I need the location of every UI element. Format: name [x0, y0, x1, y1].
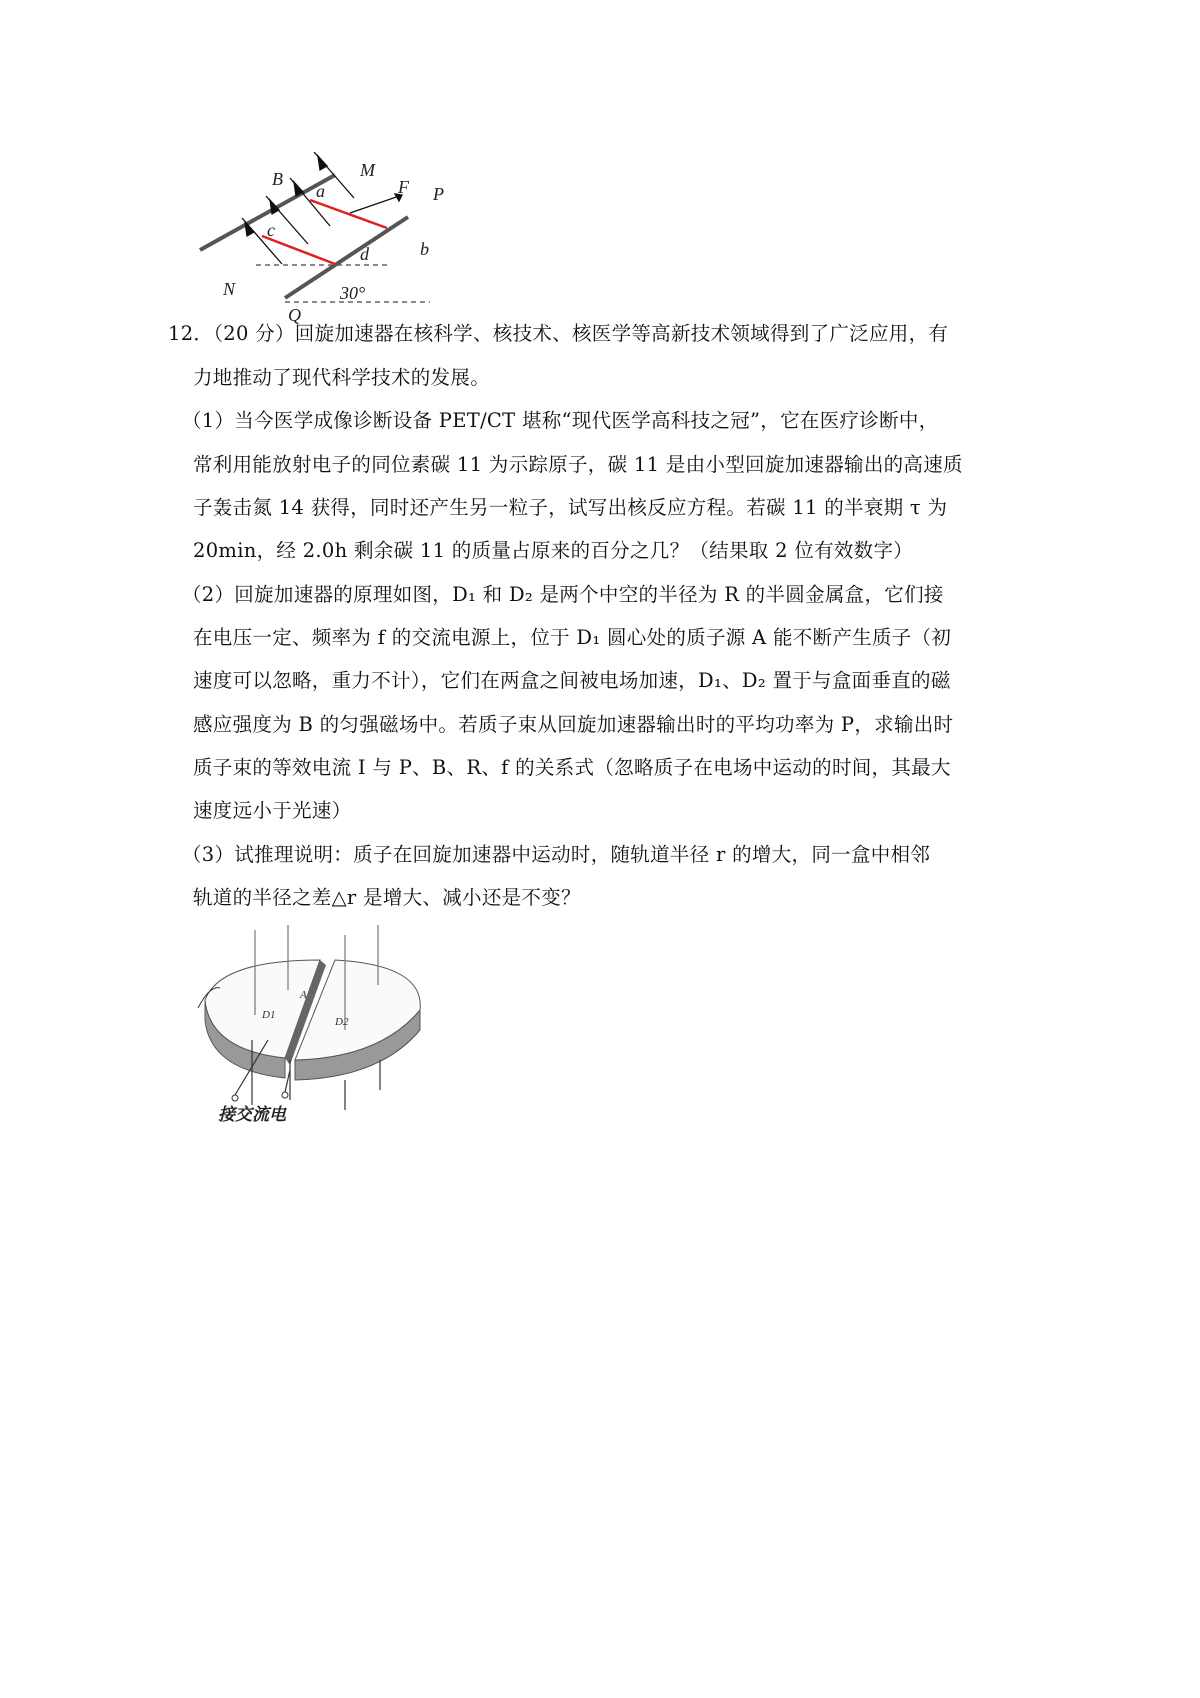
rails-figure [190, 140, 444, 325]
label-B: B [272, 169, 283, 189]
caption-ac-power: 接交流电 [218, 1105, 286, 1125]
text-line: 感应强度为 B 的匀强磁场中。若质子束从回旋加速器输出时的平均功率为 P，求输出时 [193, 713, 954, 736]
text-line: 在电压一定、频率为 f 的交流电源上，位于 D₁ 圆心处的质子源 A 能不断产生质子（初 [193, 626, 952, 649]
label-F: F [398, 177, 409, 197]
label-Q: Q [288, 305, 301, 325]
text-line: 常利用能放射电子的同位素碳 11 为示踪原子，碳 11 是由小型回旋加速器输出的高速质 [193, 453, 963, 476]
label-M: M [360, 160, 375, 180]
text-line: 12．（20 分）回旋加速器在核科学、核技术、核医学等高新技术领域得到了广泛应用，有 [168, 322, 949, 345]
label-d: d [360, 244, 369, 264]
label-D1: D1 [262, 1009, 276, 1021]
text-line: 速度远小于光速） [193, 799, 352, 822]
label-angle: 30° [340, 283, 366, 303]
text-line: 轨道的半径之差△r 是增大、减小还是不变？ [193, 886, 581, 909]
label-N: N [223, 279, 236, 299]
cyclotron-figure [190, 920, 440, 1130]
text-line: 力地推动了现代科学技术的发展。 [193, 366, 491, 389]
label-P: P [433, 184, 444, 204]
label-A: A [300, 989, 307, 1001]
label-D2: D2 [335, 1016, 349, 1028]
label-a: a [316, 181, 325, 201]
label-c: c [267, 220, 275, 240]
text-line: 20min，经 2.0h 剩余碳 11 的质量占原来的百分之几？（结果取 2 位有效数字） [193, 539, 914, 562]
text-line: 子轰击氮 14 获得，同时还产生另一粒子，试写出核反应方程。若碳 11 的半衰期 τ 为 [193, 496, 948, 519]
text-line: （2）回旋加速器的原理如图，D₁ 和 D₂ 是两个中空的半径为 R 的半圆金属盒，它们接 [182, 583, 944, 606]
text-line: （1）当今医学成像诊断设备 PET/CT 堪称“现代医学高科技之冠”，它在医疗诊断中， [182, 409, 939, 432]
text-line: 质子束的等效电流 I 与 P、B、R、f 的关系式（忽略质子在电场中运动的时间，其最大 [193, 756, 951, 779]
text-line: 速度可以忽略，重力不计），它们在两盒之间被电场加速，D₁、D₂ 置于与盒面垂直的磁 [193, 669, 951, 692]
label-b: b [420, 239, 429, 259]
text-line: （3）试推理说明：质子在回旋加速器中运动时，随轨道半径 r 的增大，同一盒中相邻 [182, 843, 931, 866]
